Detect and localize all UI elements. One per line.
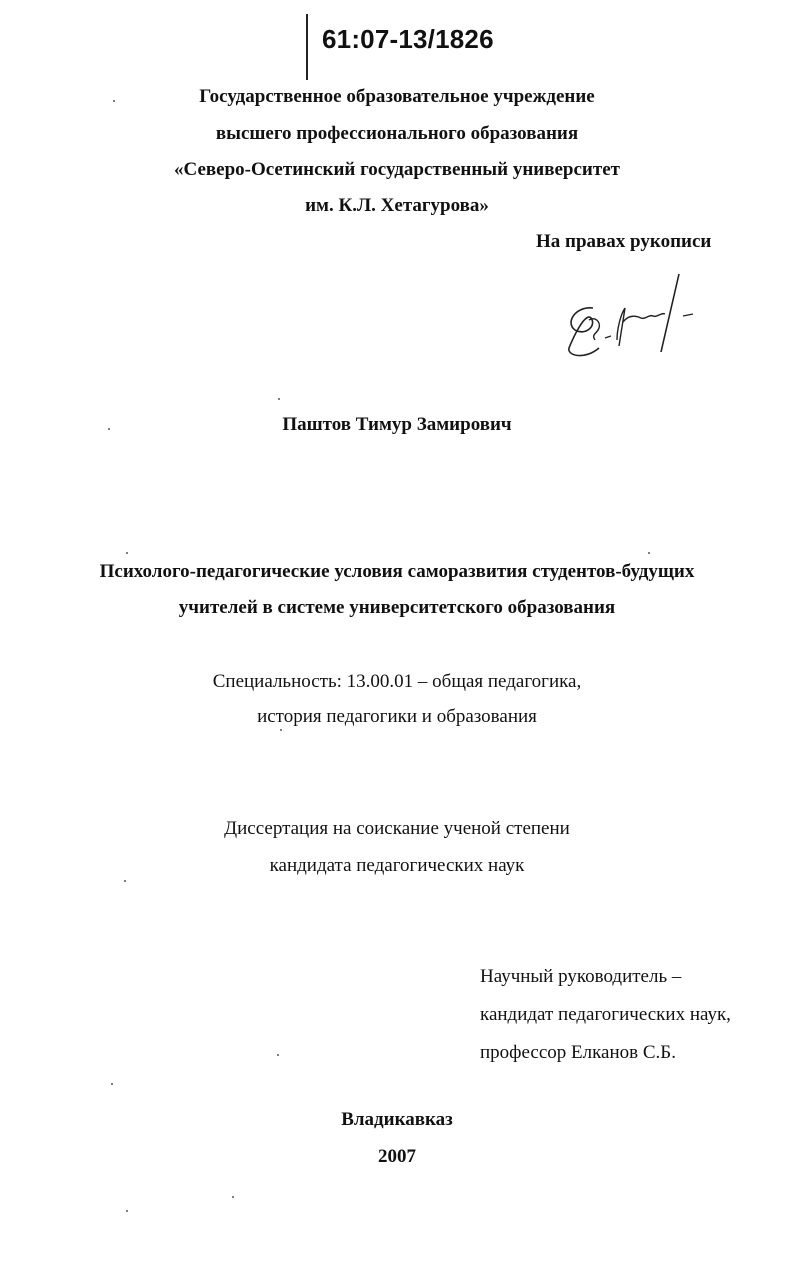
scan-speck bbox=[111, 1083, 113, 1085]
supervisor-line-2: кандидат педагогических наук, bbox=[480, 1004, 731, 1025]
scan-speck bbox=[278, 398, 280, 400]
institution-line-4: им. К.Л. Хетагурова» bbox=[305, 195, 489, 216]
institution-line-1: Государственное образовательное учреждение bbox=[199, 86, 595, 107]
manuscript-note: На правах рукописи bbox=[536, 231, 712, 252]
scan-speck bbox=[108, 428, 110, 430]
dissertation-title-line-2: учителей в системе университетского образования bbox=[178, 597, 616, 618]
scan-speck bbox=[277, 1054, 279, 1056]
institution-line-3: «Северо-Осетинский государственный университет bbox=[174, 159, 620, 180]
institution-line-2: высшего профессионального образования bbox=[215, 123, 579, 144]
city: Владикавказ bbox=[341, 1109, 453, 1130]
supervisor-line-1: Научный руководитель – bbox=[480, 966, 682, 987]
scan-speck bbox=[126, 1210, 128, 1212]
library-stamp-code: 61:07-13/1826 bbox=[322, 24, 494, 54]
scan-speck bbox=[648, 552, 650, 554]
specialty-line-2: история педагогики и образования bbox=[257, 706, 537, 727]
scan-speck bbox=[126, 552, 128, 554]
year: 2007 bbox=[378, 1146, 416, 1167]
scan-speck bbox=[280, 729, 282, 731]
author-name: Паштов Тимур Замирович bbox=[282, 414, 512, 435]
scan-speck bbox=[232, 1196, 234, 1198]
scan-speck bbox=[124, 880, 126, 882]
degree-line-1: Диссертация на соискание ученой степени bbox=[224, 818, 570, 839]
dissertation-title-line-1: Психолого-педагогические условия саморазвития студентов-будущих bbox=[99, 561, 695, 582]
supervisor-block bbox=[480, 958, 731, 1072]
stamp-divider bbox=[306, 14, 308, 80]
handwritten-signature bbox=[555, 268, 705, 368]
scan-speck bbox=[113, 100, 115, 102]
specialty-line-1: Специальность: 13.00.01 – общая педагогика, bbox=[212, 671, 582, 692]
degree-line-2: кандидата педагогических наук bbox=[269, 855, 525, 876]
supervisor-line-3: профессор Елканов С.Б. bbox=[480, 1042, 676, 1063]
